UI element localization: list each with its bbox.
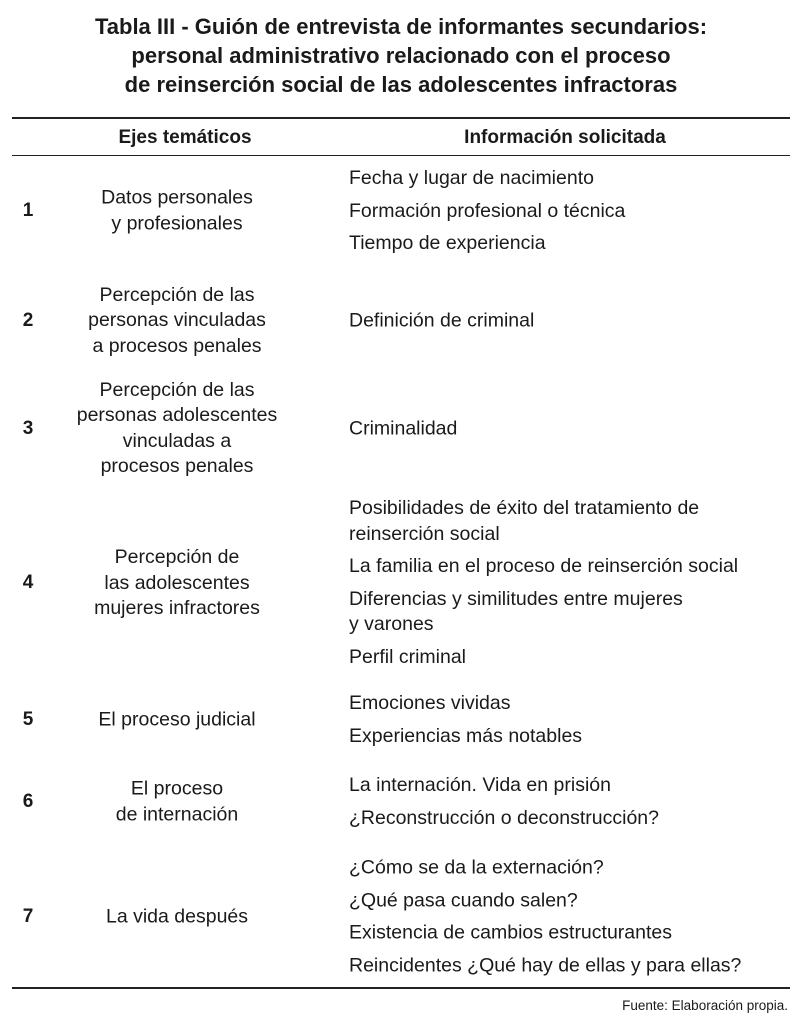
table-row xyxy=(0,850,802,984)
eje-tematico: Percepción de las adolescentes mujeres infractores xyxy=(94,545,260,619)
info-item: Existencia de cambios estructurantes xyxy=(349,921,672,944)
row-number: 1 xyxy=(22,200,34,221)
row-number: 4 xyxy=(22,572,34,593)
informacion-solicitada xyxy=(349,496,789,670)
table-row xyxy=(0,274,802,367)
info-item: Posibilidades de éxito del tratamiento de reinserción social xyxy=(349,497,700,545)
info-item: Definición de criminal xyxy=(349,308,535,331)
info-item: Formación profesional o técnica xyxy=(349,199,626,222)
row-number: 7 xyxy=(22,906,34,927)
table-row xyxy=(0,488,802,678)
eje-tematico: El proceso judicial xyxy=(98,708,256,731)
row-number: 2 xyxy=(22,309,34,331)
informacion-solicitada xyxy=(349,166,789,257)
info-item: Fecha y lugar de nacimiento xyxy=(349,166,594,189)
eje-tematico: Percepción de las personas vinculadas a procesos penales xyxy=(88,283,266,357)
informacion-solicitada xyxy=(349,773,789,831)
header-informacion-solicitada: Información solicitada xyxy=(464,127,666,148)
info-item: ¿Qué pasa cuando salen? xyxy=(349,889,578,911)
info-item: La internación. Vida en prisión xyxy=(349,774,611,796)
info-item: Diferencias y similitudes entre mujeres y varones xyxy=(349,587,683,635)
source-note: Fuente: Elaboración propia. xyxy=(622,998,788,1013)
info-item: La familia en el proceso de reinserción social xyxy=(349,555,739,577)
table-row xyxy=(0,163,802,259)
header-ejes-tematicos: Ejes temáticos xyxy=(118,127,252,148)
table-row xyxy=(0,764,802,840)
title-line: Tabla III - Guión de entrevista de informantes secundarios: xyxy=(94,14,708,39)
title-line: personal administrativo relacionado con el proceso xyxy=(131,43,671,68)
info-item: Experiencias más notables xyxy=(349,724,583,747)
table-title xyxy=(0,12,802,99)
table-row xyxy=(0,374,802,483)
header-rule xyxy=(12,155,790,156)
info-item: Criminalidad xyxy=(349,416,458,439)
info-item: ¿Reconstrucción o deconstrucción? xyxy=(349,806,659,829)
informacion-solicitada xyxy=(349,856,789,979)
eje-tematico: La vida después xyxy=(105,905,249,928)
informacion-solicitada xyxy=(349,308,789,334)
info-item: Reincidentes ¿Qué hay de ellas y para ellas? xyxy=(349,954,742,976)
info-item: Emociones vividas xyxy=(349,692,511,714)
table-row xyxy=(0,684,802,756)
top-rule xyxy=(12,117,790,119)
informacion-solicitada xyxy=(349,691,789,749)
row-number: 6 xyxy=(22,791,34,812)
info-item: ¿Cómo se da la externación? xyxy=(349,856,604,879)
eje-tematico: El proceso de internación xyxy=(115,777,239,825)
info-item: Tiempo de experiencia xyxy=(349,231,546,254)
row-number: 3 xyxy=(22,417,34,439)
title-line: de reinserción social de las adolescentes infractoras xyxy=(124,72,678,97)
eje-tematico: Percepción de las personas adolescentes vinculadas a procesos penales xyxy=(76,378,278,477)
info-item: Perfil criminal xyxy=(349,645,467,668)
row-number: 5 xyxy=(22,709,34,730)
bottom-rule xyxy=(12,987,790,989)
eje-tematico: Datos personales y profesionales xyxy=(101,186,253,234)
informacion-solicitada xyxy=(349,416,789,442)
